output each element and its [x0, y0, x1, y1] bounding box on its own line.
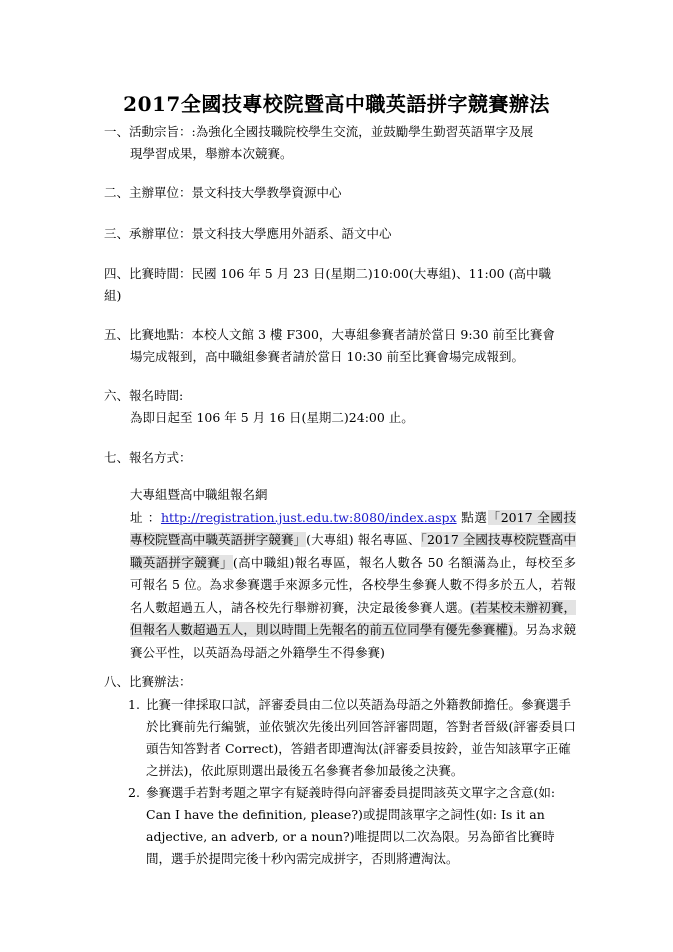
registration-method-heading: 七、報名方式：	[104, 450, 192, 465]
section-executor	[104, 223, 576, 245]
section-registration-method	[104, 447, 576, 664]
purpose-line-2: 現學習成果，舉辦本次競賽。	[130, 146, 293, 161]
location-line-2: 場完成報到，高中職組參賽者請於當日 10:30 前至比賽會場完成報到。	[130, 349, 524, 364]
rule-number: 1.	[128, 697, 140, 712]
location-line-1: 五、比賽地點：本校人文館 3 樓 F300，大專組參賽者請於當日 9:30 前至比賽會	[104, 327, 555, 342]
rule-text: 參賽選手若對考題之單字有疑義時得向評審委員提問該英文單字之含意(如: Can I have the definition, please?)或提問該單字之詞性(如: Is it an adjective, an adverb, or a noun?)唯提問以二次為限。另為節省比賽時間，選手於提問完後十秒內需完成拼字，否則將遭淘汰。	[146, 785, 556, 866]
highlight-college-a: 「2017 全	[487, 509, 551, 525]
registration-paragraph	[130, 507, 576, 665]
section-organizer	[104, 182, 576, 204]
college-zone: (大專組) 報名專區、	[306, 532, 421, 547]
executor-line: 三、承辦單位：景文科技大學應用外語系、語文中心	[104, 226, 392, 241]
rules-list	[128, 694, 576, 870]
registration-method-body	[104, 484, 576, 664]
registration-time-line: 為即日起至 106 年 5 月 16 日(星期二)24:00 止。	[130, 410, 414, 425]
purpose-line-1: 一、活動宗旨：:為強化全國技職院校學生交流，並鼓勵學生勤習英語單字及展	[104, 124, 534, 139]
registration-sub: 大專組暨高中職組報名網	[130, 487, 268, 502]
section-time	[104, 263, 576, 307]
rules-heading: 八、比賽辦法：	[104, 674, 192, 689]
rule-number: 2.	[128, 785, 140, 800]
rule-text: 比賽一律採取口試，評審委員由二位以英語為母語之外籍教師擔任。參賽選手於比賽前先行編號，並依號次先後出列回答評審問題，答對者晉級(評審委員口頭告知答對者 Correct)，答錯者即遭淘汰(評審委員按鈴，並告知該單字正確之拼法)，依此原則選出最後五名參賽者參加最後之決賽。	[146, 697, 576, 778]
section-rules	[104, 671, 576, 693]
rule-item	[128, 782, 576, 870]
organizer-line: 二、主辦單位：景文科技大學教學資源中心	[104, 185, 342, 200]
url-prefix: 址 ：	[130, 509, 161, 525]
highlight-college-b: 國技專校院暨高中職英語拼字競賽」	[130, 509, 576, 547]
document-title: 2017全國技專校院暨高中職英語拼字競賽辦法	[123, 92, 550, 116]
registration-body-2: 。另為求競賽公平性，以英語為母語之外籍學生不得參賽)	[130, 622, 576, 660]
time-line-1: 四、比賽時間：民國 106 年 5 月 23 日(星期二)10:00(大專組)、11:00 (高中職	[104, 266, 551, 281]
section-registration-time	[104, 385, 576, 429]
registration-link[interactable]: http://registration.just.edu.tw:8080/index.aspx	[160, 509, 457, 525]
registration-time-heading: 六、報名時間:	[104, 388, 184, 403]
after-url: 點選	[456, 509, 488, 525]
section-purpose	[104, 121, 576, 165]
registration-body-1: (高中職組)報名專區，報名人數各 50 名額滿為止，每校至多可報名 5 位。為求參賽選手來源多元性，各校學生參賽人數不得多於五人，若報名人數超過五人，請各校先行舉辦初賽，決定最後參賽人選。	[130, 554, 576, 615]
highlight-highschool-b: 校院暨高中職英語拼字競賽」	[130, 532, 576, 570]
highlight-priority: (若某校未辦初賽，但報名人數超過五人，則以時間上先報名的前五位同學有優先參賽權)	[130, 599, 576, 637]
highlight-highschool-a: 「2017 全國技專	[420, 532, 514, 547]
rule-item	[128, 694, 576, 782]
time-line-2: 組)	[104, 288, 122, 303]
section-location	[104, 324, 576, 368]
